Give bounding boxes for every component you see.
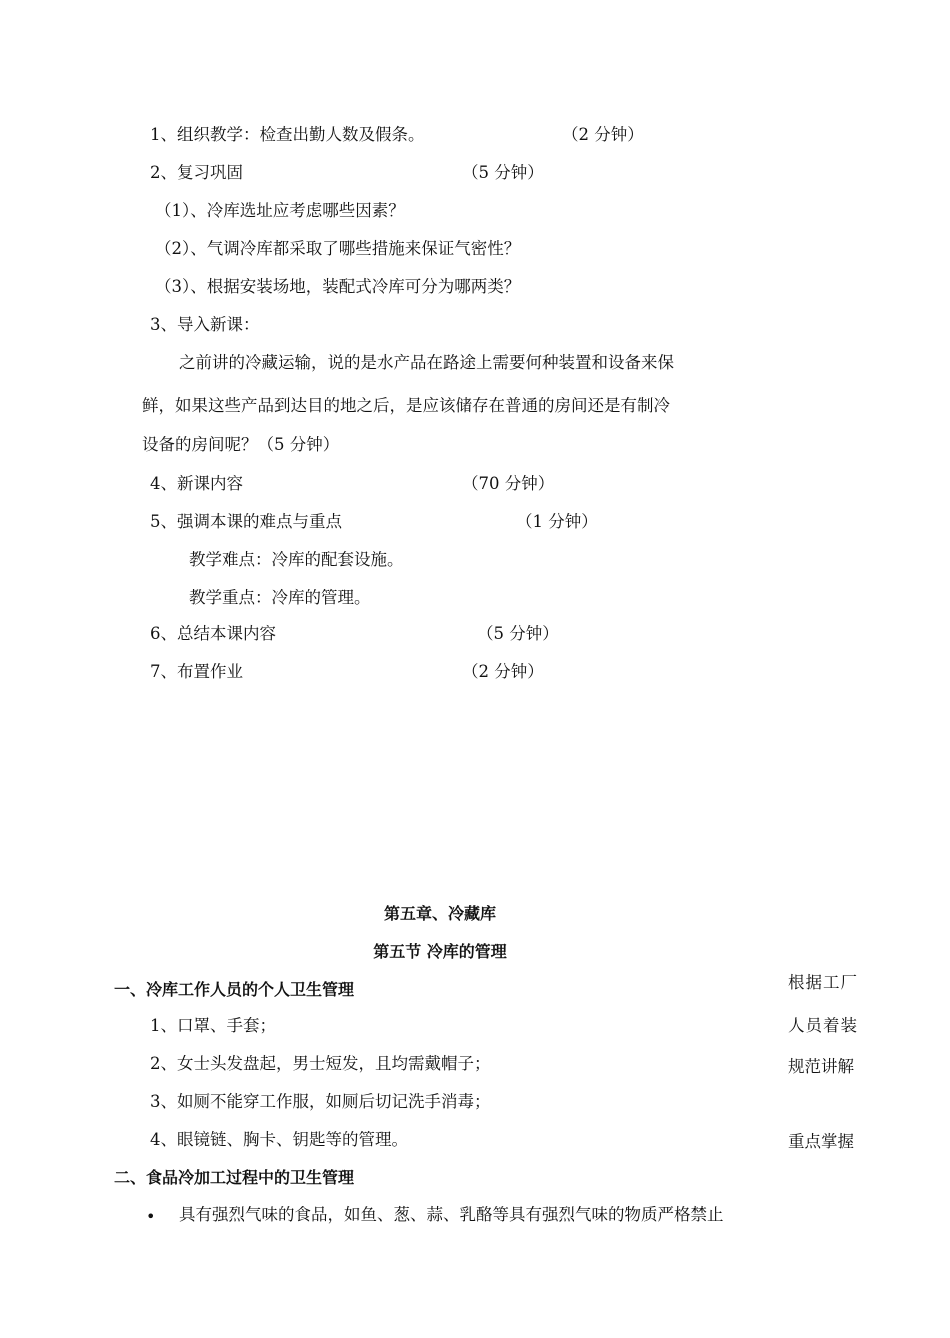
teaching-difficulty: 教学难点：冷库的配套设施。	[189, 550, 404, 569]
review-question-1: （1）、冷库选址应考虑哪些因素？	[155, 201, 405, 220]
side-note-4: 重点掌握	[788, 1132, 854, 1151]
plan-item-1: 1、组织教学：检查出勤人数及假条。	[150, 125, 425, 144]
side-note-3: 规范讲解	[788, 1057, 854, 1076]
hygiene-item-4: 4、眼镜链、胸卡、钥匙等的管理。	[150, 1130, 408, 1149]
bullet-text: 具有强烈气味的食品，如鱼、葱、蒜、乳酪等具有强烈气味的物质严格禁止	[179, 1205, 724, 1224]
plan-item-7: 7、布置作业	[150, 662, 243, 681]
bullet-icon: •	[146, 1207, 156, 1226]
review-question-3: （3）、根据安装场地，装配式冷库可分为哪两类？	[155, 277, 521, 296]
plan-item-5-time: （1 分钟）	[516, 512, 598, 531]
side-note-1: 根据工厂	[788, 973, 858, 992]
review-question-2: （2）、气调冷库都采取了哪些措施来保证气密性？	[155, 239, 521, 258]
plan-item-6-time: （5 分钟）	[477, 624, 559, 643]
plan-item-6: 6、总结本课内容	[150, 624, 276, 643]
plan-item-2: 2、复习巩固	[150, 163, 243, 182]
intro-paragraph-line-3: 设备的房间呢？（5 分钟）	[142, 435, 340, 454]
plan-item-3: 3、导入新课：	[150, 315, 260, 334]
section-title: 第五节 冷库的管理	[373, 942, 507, 961]
plan-item-4: 4、新课内容	[150, 474, 243, 493]
intro-paragraph-line-2: 鲜，如果这些产品到达目的地之后，是应该储存在普通的房间还是有制冷	[142, 396, 670, 415]
hygiene-item-3: 3、如厕不能穿工作服，如厕后切记洗手消毒；	[150, 1092, 491, 1111]
side-note-2: 人员着装	[788, 1016, 858, 1035]
hygiene-item-1: 1、口罩、手套；	[150, 1016, 276, 1035]
hygiene-item-2: 2、女士头发盘起，男士短发，且均需戴帽子；	[150, 1054, 491, 1073]
plan-item-1-time: （2 分钟）	[562, 125, 644, 144]
teaching-focus: 教学重点：冷库的管理。	[189, 588, 371, 607]
plan-item-7-time: （2 分钟）	[462, 662, 544, 681]
heading-personal-hygiene: 一、冷库工作人员的个人卫生管理	[114, 980, 355, 999]
intro-paragraph-line-1: 之前讲的冷藏运输，说的是水产品在路途上需要何种装置和设备来保	[179, 353, 674, 372]
chapter-title: 第五章、冷藏库	[383, 904, 496, 923]
plan-item-4-time: （70 分钟）	[462, 474, 555, 493]
plan-item-2-time: （5 分钟）	[462, 163, 544, 182]
heading-processing-hygiene: 二、食品冷加工过程中的卫生管理	[114, 1168, 355, 1187]
plan-item-5: 5、强调本课的难点与重点	[150, 512, 342, 531]
